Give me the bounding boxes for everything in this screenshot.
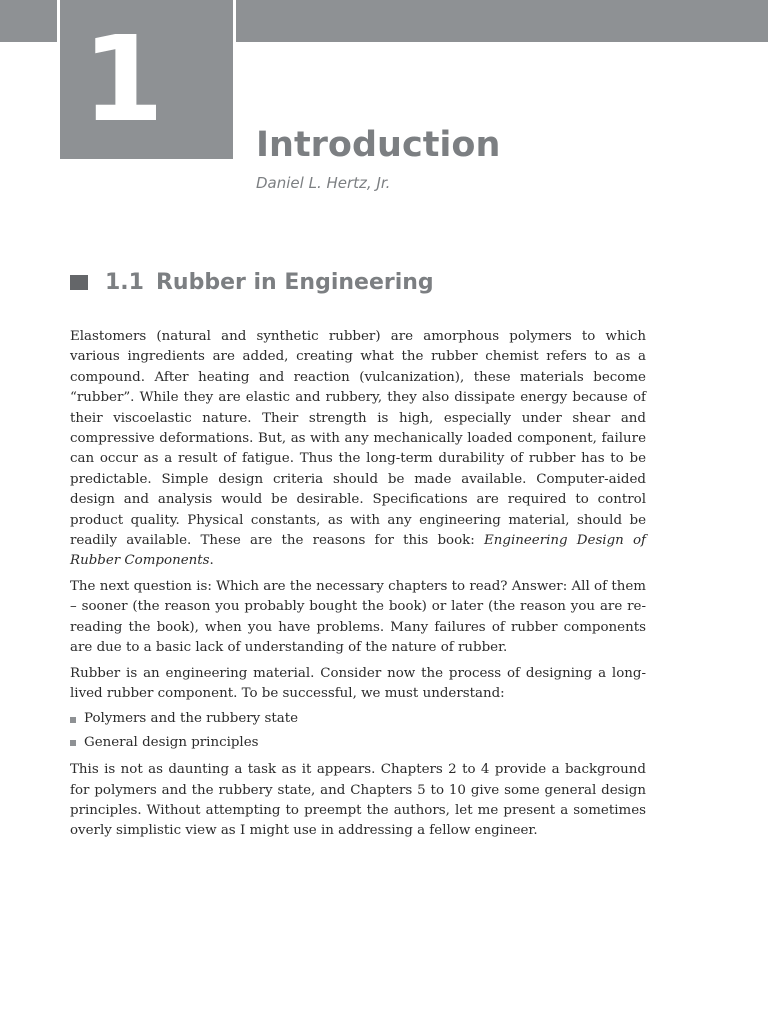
requirements-list xyxy=(70,709,646,753)
paragraph-1 xyxy=(70,327,646,572)
list-item xyxy=(70,709,646,729)
paragraph-4: This is not as daunting a task as it appears. Chapters 2 to 4 provide a background for polymers and the rubbery state, and Chapters 5 to 10 give some general design principles. Without attempting to preempt the authors, let me present a sometimes overly simplistic view as I might use in addressing a fellow engineer. xyxy=(70,762,646,839)
section-number: 1.1 xyxy=(105,270,144,295)
chapter-title: Introduction xyxy=(256,125,501,165)
book-title: Engineering Design of Rubber Components xyxy=(70,533,646,569)
paragraph-1-text: Elastomers (natural and synthetic rubber) are amorphous polymers to which various ingredients are added, creating what the rubber chemist refers to as a compound. After heating and reaction (vulcanization), these materials become “rubber”. While they are elastic and rubbery, they also dissipate energy because of their viscoelastic nature. Their strength is high, especially under shear and compressive deformations. But, as with any mechanically loaded component, failure can occur as a result of fatigue. Thus the long-term durability of rubber has to be predictable. Simple design criteria should be made available. Computer-aided design and analysis would be desirable. Specifications are required to control product quality. Physical constants, as with any engineering material, should be readily available. These are the reasons for this book: xyxy=(70,329,646,549)
chapter-author: Daniel L. Hertz, Jr. xyxy=(256,174,391,192)
bullet-square-icon xyxy=(70,740,76,746)
paragraph-3: Rubber is an engineering material. Consider now the process of designing a long-lived rubber component. To be successful, we must understand: xyxy=(70,665,646,701)
body-text xyxy=(70,327,646,847)
list-item xyxy=(70,733,646,753)
bullet-square-icon xyxy=(70,717,76,723)
header-bar-left xyxy=(0,0,57,42)
paragraph-2: The next question is: Which are the necessary chapters to read? Answer: All of them – sooner (the reason you probably bought the book) or later (the reason you are re-reading the book), when you have problems. Many failures of rubber components are due to a basic lack of understanding of the nature of rubber. xyxy=(70,578,646,656)
chapter-number-box xyxy=(60,0,233,159)
section-title: Rubber in Engineering xyxy=(155,270,434,295)
header-bar-right xyxy=(236,0,768,42)
list-item-text: Polymers and the rubbery state xyxy=(84,711,299,727)
chapter-number: 1 xyxy=(82,10,165,148)
list-item-text: General design principles xyxy=(84,734,259,750)
section-marker-square xyxy=(70,275,88,290)
section-heading xyxy=(70,270,434,295)
paragraph-1-end: . xyxy=(209,553,214,569)
